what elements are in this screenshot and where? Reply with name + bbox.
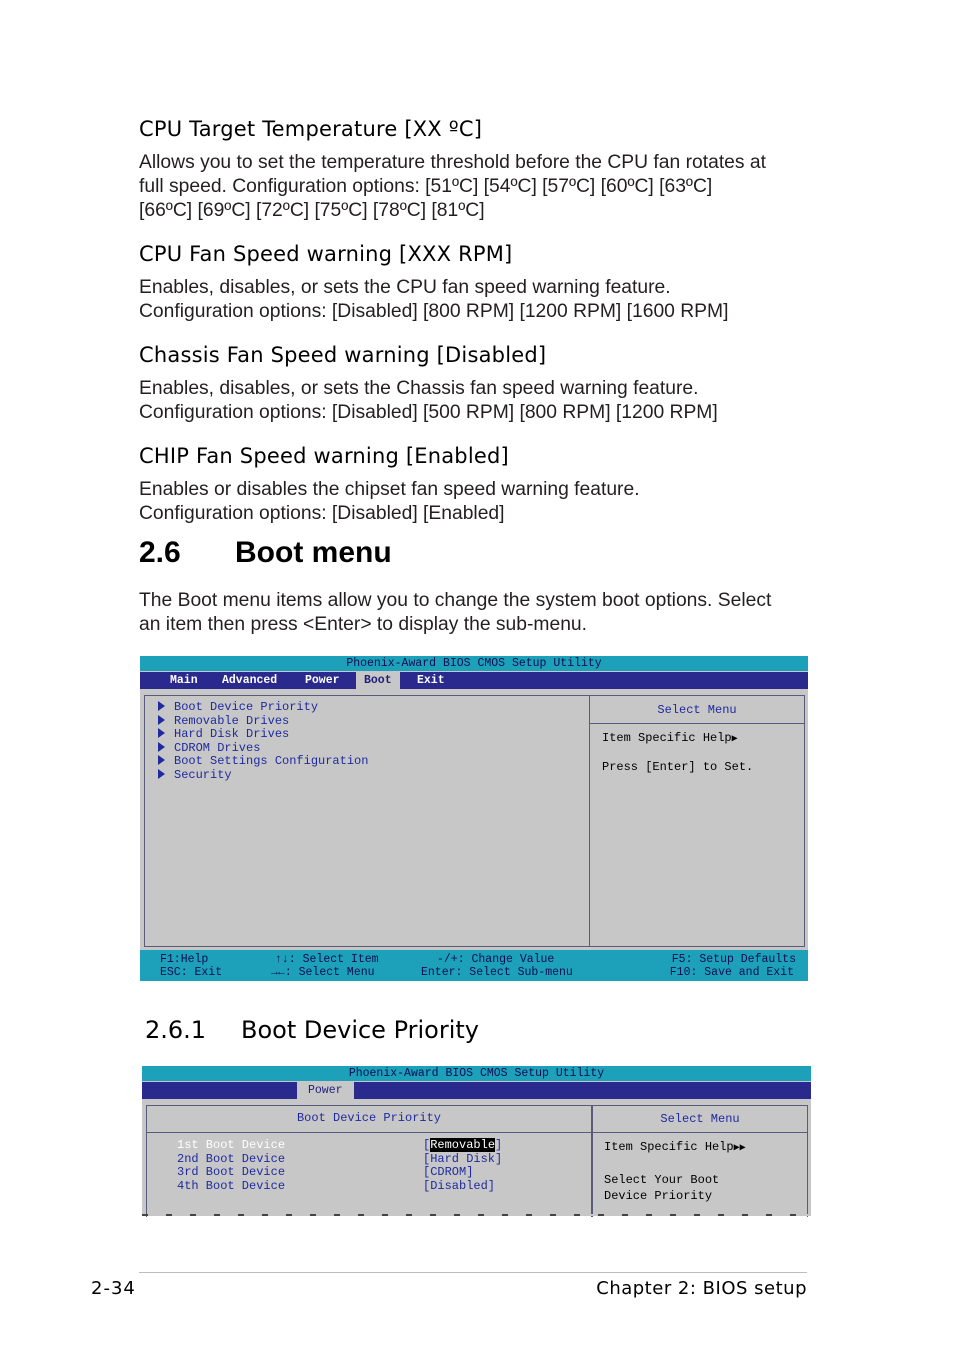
arrow-right-icon: ▶ <box>731 734 738 745</box>
tab-power[interactable]: Power <box>297 1082 354 1099</box>
footer-select-item: ↑↓ : Select Item <box>275 953 379 966</box>
bios-title-bar: Phoenix-Award BIOS CMOS Setup Utility <box>142 1066 811 1081</box>
subsection-number: 2.6.1 <box>145 1016 207 1044</box>
help-header: Select Menu <box>660 1112 740 1126</box>
help-line: Item Specific Help▶▶ <box>604 1140 746 1154</box>
bios-menu-bar <box>140 672 808 689</box>
section-heading-cpu-target-temp: CPU Target Temperature [XX ºC] <box>139 117 483 141</box>
footer-rule <box>139 1272 807 1273</box>
boot-menu-intro <box>139 589 771 637</box>
triangle-right-icon <box>158 755 165 765</box>
tab-boot[interactable]: Boot <box>356 672 400 689</box>
help-line: Press [Enter] to Set. <box>602 760 754 774</box>
subsection-heading <box>145 1016 479 1044</box>
body-line: Enables, disables, or sets the Chassis fan speed warning feature. <box>139 378 699 399</box>
help-line: Item Specific Help▶ <box>602 731 738 745</box>
body-line: an item then press <Enter> to display the sub-menu. <box>139 614 588 635</box>
menu-item-label: Security <box>174 767 232 782</box>
menu-item-label: Removable Drives <box>174 713 290 728</box>
menu-item-security[interactable] <box>158 769 368 783</box>
tab-power[interactable]: Power <box>305 674 340 687</box>
body-line: The Boot menu items allow you to change the system boot options. Select <box>139 590 772 611</box>
footer-setup-defaults: F5: Setup Defaults <box>671 953 796 966</box>
subsection-title: Boot Device Priority <box>241 1016 479 1044</box>
triangle-right-icon <box>158 769 165 779</box>
boot-device-3-label[interactable]: 3rd Boot Device <box>177 1165 286 1179</box>
menu-item-label: Boot Settings Configuration <box>174 754 369 768</box>
boot-device-3-value[interactable]: [CDROM] <box>423 1165 474 1179</box>
menu-item-removable-drives[interactable] <box>158 715 368 729</box>
boot-device-2-label[interactable]: 2nd Boot Device <box>177 1152 286 1166</box>
footer-key-help: F1:Help <box>160 953 209 966</box>
triangle-right-icon <box>158 728 165 738</box>
menu-item-boot-settings[interactable] <box>158 755 368 769</box>
panel-header: Boot Device Priority <box>296 1111 442 1125</box>
footer-save-exit: F10: Save and Exit <box>669 966 794 979</box>
boot-device-1-label[interactable]: 1st Boot Device <box>177 1138 286 1152</box>
tab-main[interactable]: Main <box>170 674 198 687</box>
body-line: Configuration options: [Disabled] [Enabled] <box>139 503 505 524</box>
footer-select-menu: →← : Select Menu <box>271 966 375 979</box>
boot-device-2-value[interactable]: [Hard Disk] <box>423 1152 503 1166</box>
footer-change-value: -/+: Change Value <box>437 953 555 966</box>
menu-item-hard-disk-drives[interactable] <box>158 728 368 742</box>
section-heading-chassis-fan-warning: Chassis Fan Speed warning [Disabled] <box>139 343 547 367</box>
help-line: Device Priority <box>604 1189 713 1203</box>
boot-device-4-value[interactable]: [Disabled] <box>423 1179 496 1193</box>
triangle-right-icon <box>158 701 165 711</box>
page-number: 2-34 <box>91 1278 136 1299</box>
help-line: Select Your Boot <box>604 1173 720 1187</box>
bios-menu-bar <box>142 1082 811 1099</box>
menu-item-label: CDROM Drives <box>174 740 261 755</box>
section-body-chip-fan-warning <box>139 478 640 526</box>
body-line: Configuration options: [Disabled] [500 RPM] [800 RPM] [1200 RPM] <box>139 402 718 423</box>
tab-exit[interactable]: Exit <box>417 674 445 687</box>
arrows-up-down-icon: ↑↓ <box>275 953 289 966</box>
section-body-cpu-target-temp <box>139 151 766 223</box>
boot-device-4-label[interactable]: 4th Boot Device <box>177 1179 286 1193</box>
body-line: Enables or disables the chipset fan speed warning feature. <box>139 479 640 500</box>
body-line: Configuration options: [Disabled] [800 RPM] [1200 RPM] [1600 RPM] <box>139 301 729 322</box>
menu-item-cdrom-drives[interactable] <box>158 742 368 756</box>
bios-item-list <box>158 701 368 782</box>
body-line: [66ºC] [69ºC] [72ºC] [75ºC] [78ºC] [81ºC] <box>139 200 485 221</box>
chapter-title: Chapter 2: BIOS setup <box>596 1278 807 1299</box>
body-line: full speed. Configuration options: [51ºC] [54ºC] [57ºC] [60ºC] [63ºC] <box>139 176 713 197</box>
bios-title-bar: Phoenix-Award BIOS CMOS Setup Utility <box>140 656 808 671</box>
boot-menu-heading <box>139 536 392 570</box>
body-line: Enables, disables, or sets the CPU fan speed warning feature. <box>139 277 671 298</box>
body-line: Allows you to set the temperature threshold before the CPU fan rotates at <box>139 152 766 173</box>
boot-device-1-value[interactable]: [Removable] <box>423 1138 503 1152</box>
section-body-chassis-fan-warning <box>139 377 718 425</box>
menu-item-boot-device-priority[interactable] <box>158 701 368 715</box>
double-arrow-right-icon: ▶▶ <box>733 1143 746 1154</box>
footer-select-submenu: Enter: Select Sub-menu <box>421 966 573 979</box>
bios-boot-priority-screen <box>142 1066 811 1216</box>
bios-footer-bar <box>140 950 808 981</box>
triangle-right-icon <box>158 715 165 725</box>
section-title: Boot menu <box>235 536 392 569</box>
help-header: Select Menu <box>657 703 737 717</box>
footer-key-exit: ESC: Exit <box>160 966 223 979</box>
section-body-cpu-fan-warning <box>139 276 728 324</box>
arrows-left-right-icon: →← <box>271 966 285 979</box>
cut-edge <box>142 1214 811 1216</box>
triangle-right-icon <box>158 742 165 752</box>
section-heading-chip-fan-warning: CHIP Fan Speed warning [Enabled] <box>139 444 509 468</box>
section-heading-cpu-fan-warning: CPU Fan Speed warning [XXX RPM] <box>139 242 513 266</box>
bios-boot-menu-screen <box>140 656 808 981</box>
section-number: 2.6 <box>139 536 181 569</box>
menu-item-label: Hard Disk Drives <box>174 727 290 741</box>
tab-advanced[interactable]: Advanced <box>222 674 278 687</box>
menu-item-label: Boot Device Priority <box>174 700 319 714</box>
